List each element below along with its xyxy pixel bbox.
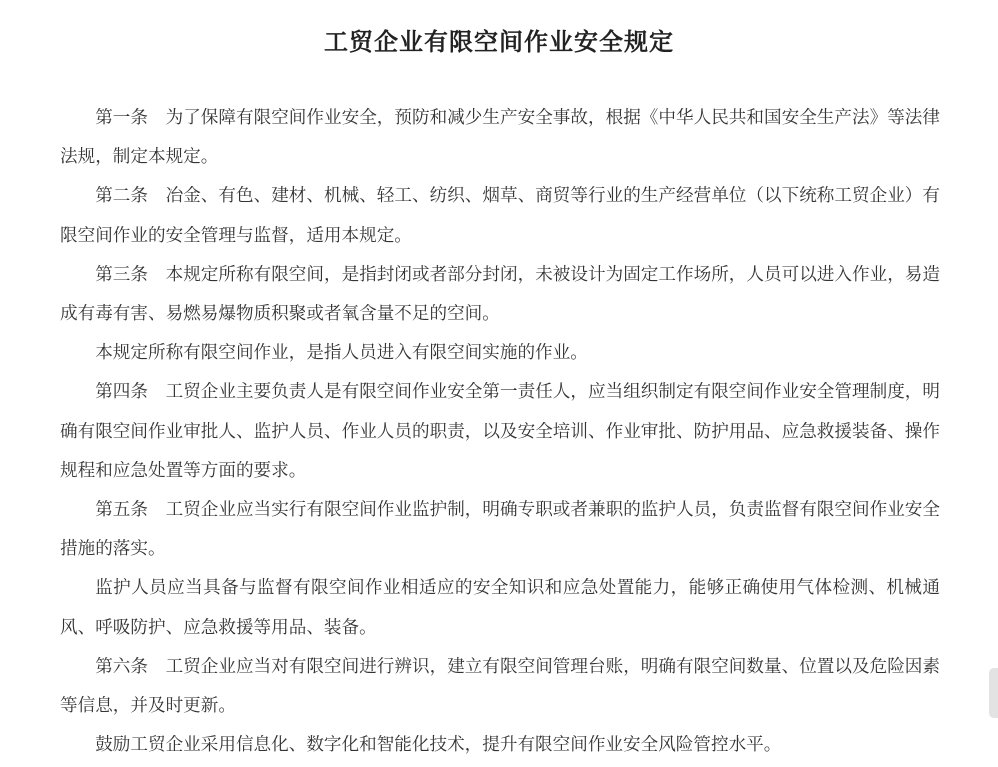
paragraph-article-6: 第六条 工贸企业应当对有限空间进行辨识，建立有限空间管理台账，明确有限空间数量、位置以及危险因素等信息，并及时更新。: [60, 656, 940, 717]
scrollbar-handle[interactable]: [989, 668, 998, 718]
paragraph-article-1: 第一条 为了保障有限空间作业安全，预防和减少生产安全事故，根据《中华人民共和国安全生产法》等法律法规，制定本规定。: [60, 108, 940, 168]
document-body: [60, 99, 940, 765]
document-title: 工贸企业有限空间作业安全规定: [324, 28, 674, 56]
paragraph-article-5-supervisor: 监护人员应当具备与监督有限空间作业相适应的安全知识和应急处置能力，能够正确使用气体检测、机械通风、呼吸防护、应急救援等用品、装备。: [60, 578, 940, 638]
paragraph-article-2: 第二条 冶金、有色、建材、机械、轻工、纺织、烟草、商贸等行业的生产经营单位（以下统称工贸企业）有限空间作业的安全管理与监督，适用本规定。: [60, 186, 940, 246]
paragraph-article-5: 第五条 工贸企业应当实行有限空间作业监护制，明确专职或者兼职的监护人员，负责监督有限空间作业安全措施的落实。: [60, 500, 940, 560]
paragraph-article-4: 第四条 工贸企业主要负责人是有限空间作业安全第一责任人，应当组织制定有限空间作业安全管理制度，明确有限空间作业审批人、监护人员、作业人员的职责，以及安全培训、作业审批、防护用品、应急救援装备、操作规程和应急处置等方面的要求。: [60, 382, 940, 481]
paragraph-article-3: 第三条 本规定所称有限空间，是指封闭或者部分封闭，未被设计为固定工作场所，人员可以进入作业，易造成有毒有害、易燃易爆物质积聚或者氧含量不足的空间。: [60, 264, 940, 325]
paragraph-article-6-encourage: 鼓励工贸企业采用信息化、数字化和智能化技术，提升有限空间作业安全风险管控水平。: [95, 735, 782, 756]
paragraph-article-3-definition: 本规定所称有限空间作业，是指人员进入有限空间实施的作业。: [95, 343, 588, 364]
